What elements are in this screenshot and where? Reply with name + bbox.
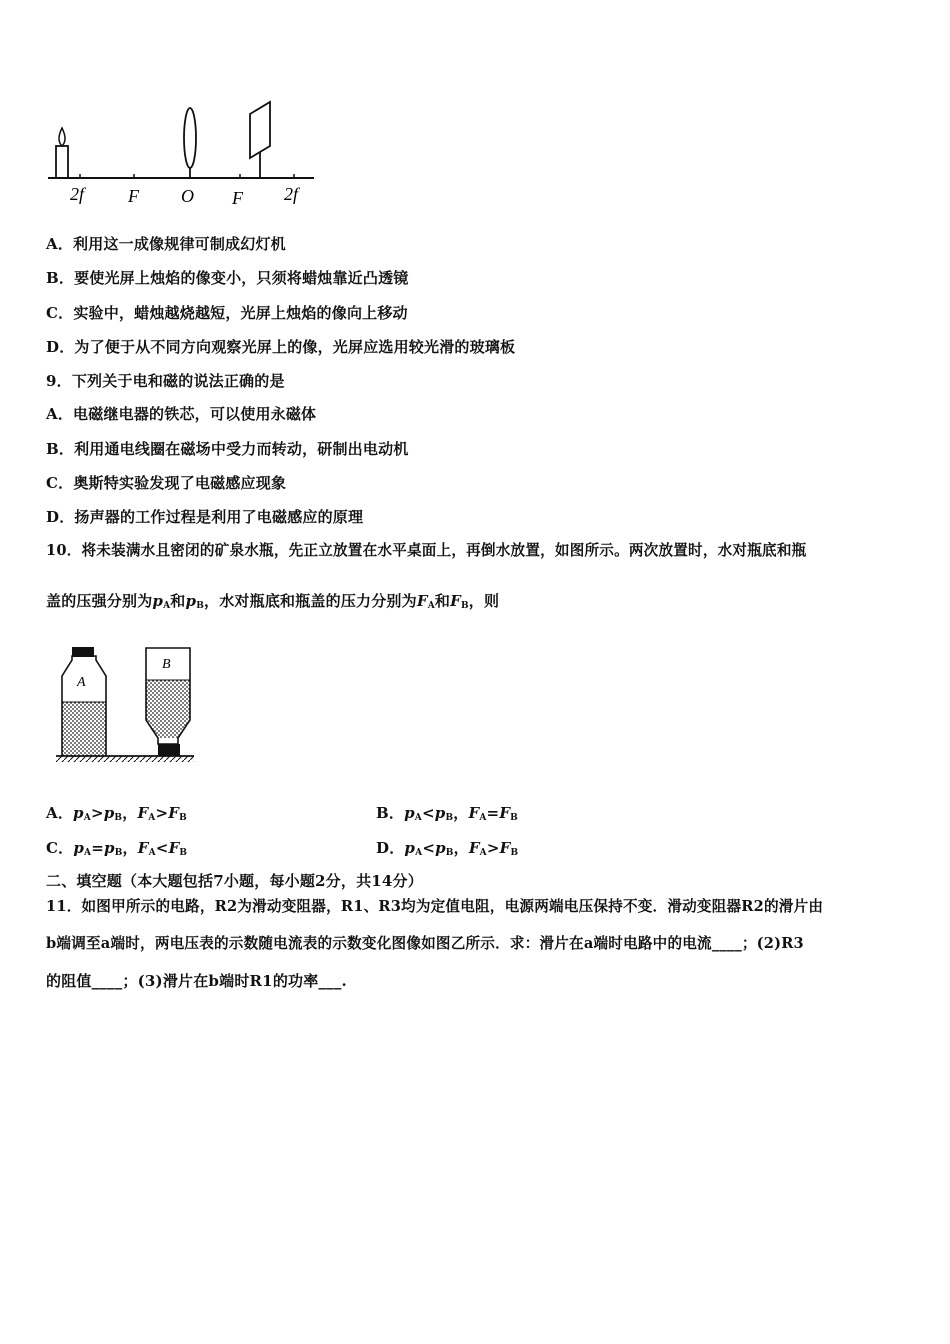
bottle-b — [146, 648, 190, 756]
q10-option-a: A．$p_A>p_B$，$F_A>F_B$ — [46, 804, 187, 823]
bottle-a — [62, 647, 106, 756]
table-surface — [56, 756, 194, 762]
q10-option-c: C．$p_A=p_B$，$F_A<F_B$ — [46, 839, 188, 858]
q8-option-d: D．为了便于从不同方向观察光屏上的像，光屏应选用较光滑的玻璃板 — [46, 338, 516, 356]
bottle-b-label: B — [162, 657, 171, 672]
q9-option-b: B．利用通电线圈在磁场中受力而转动，研制出电动机 — [46, 440, 409, 458]
bottles-diagram — [52, 640, 200, 766]
q9-option-c: C．奥斯特实验发现了电磁感应现象 — [46, 474, 287, 492]
axis-label-o: O — [181, 186, 194, 206]
lens-imaging-diagram — [44, 96, 324, 214]
axis-label-2f-right: 2f — [284, 184, 299, 204]
candle — [56, 146, 68, 178]
q9-option-d: D．扬声器的工作过程是利用了电磁感应的原理 — [46, 508, 364, 526]
q10-stem-line2: 盖的压强分别为$p_A$和$p_B$，水对瓶底和瓶盖的压力分别为$F_A$和$F_B$，则 — [46, 592, 500, 611]
q10-stem-line1: 10．将未装满水且密闭的矿泉水瓶，先正立放置在水平桌面上，再倒水放置，如图所示。两次放置时，水对瓶底和瓶 — [46, 542, 807, 559]
q11-line3: 的阻值____；(3)滑片在b端时R1的功率___. — [46, 972, 347, 990]
q9-option-a: A．电磁继电器的铁芯，可以使用永磁体 — [46, 405, 317, 423]
axis-label-f-left: F — [128, 186, 139, 206]
section-heading: 二、填空题（本大题包括7小题，每小题2分，共14分） — [46, 872, 423, 890]
light-screen — [250, 102, 270, 158]
convex-lens — [184, 108, 196, 168]
axis-label-f-right: F — [232, 188, 243, 208]
q11-line1: 11．如图甲所示的电路，R2为滑动变阻器，R1、R3均为定值电阻，电源两端电压保持不变．滑动变阻器R2的滑片由 — [46, 898, 824, 915]
bottle-a-label: A — [77, 675, 86, 690]
candle-flame-icon — [59, 128, 65, 146]
axis-label-2f-left: 2f — [70, 184, 85, 204]
q8-option-b: B．要使光屏上烛焰的像变小，只须将蜡烛靠近凸透镜 — [46, 269, 409, 287]
q8-option-c: C．实验中，蜡烛越烧越短，光屏上烛焰的像向上移动 — [46, 304, 408, 322]
q10-option-d: D．$p_A<p_B$，$F_A>F_B$ — [376, 839, 519, 858]
q11-line2: b端调至a端时，两电压表的示数随电流表的示数变化图像如图乙所示．求：滑片在a端时电路中的电流____；(2)R3 — [46, 935, 804, 952]
q8-option-a: A．利用这一成像规律可制成幻灯机 — [46, 235, 286, 253]
q10-option-b: B．$p_A<p_B$，$F_A=F_B$ — [376, 804, 518, 823]
q9-stem: 9．下列关于电和磁的说法正确的是 — [46, 372, 285, 390]
